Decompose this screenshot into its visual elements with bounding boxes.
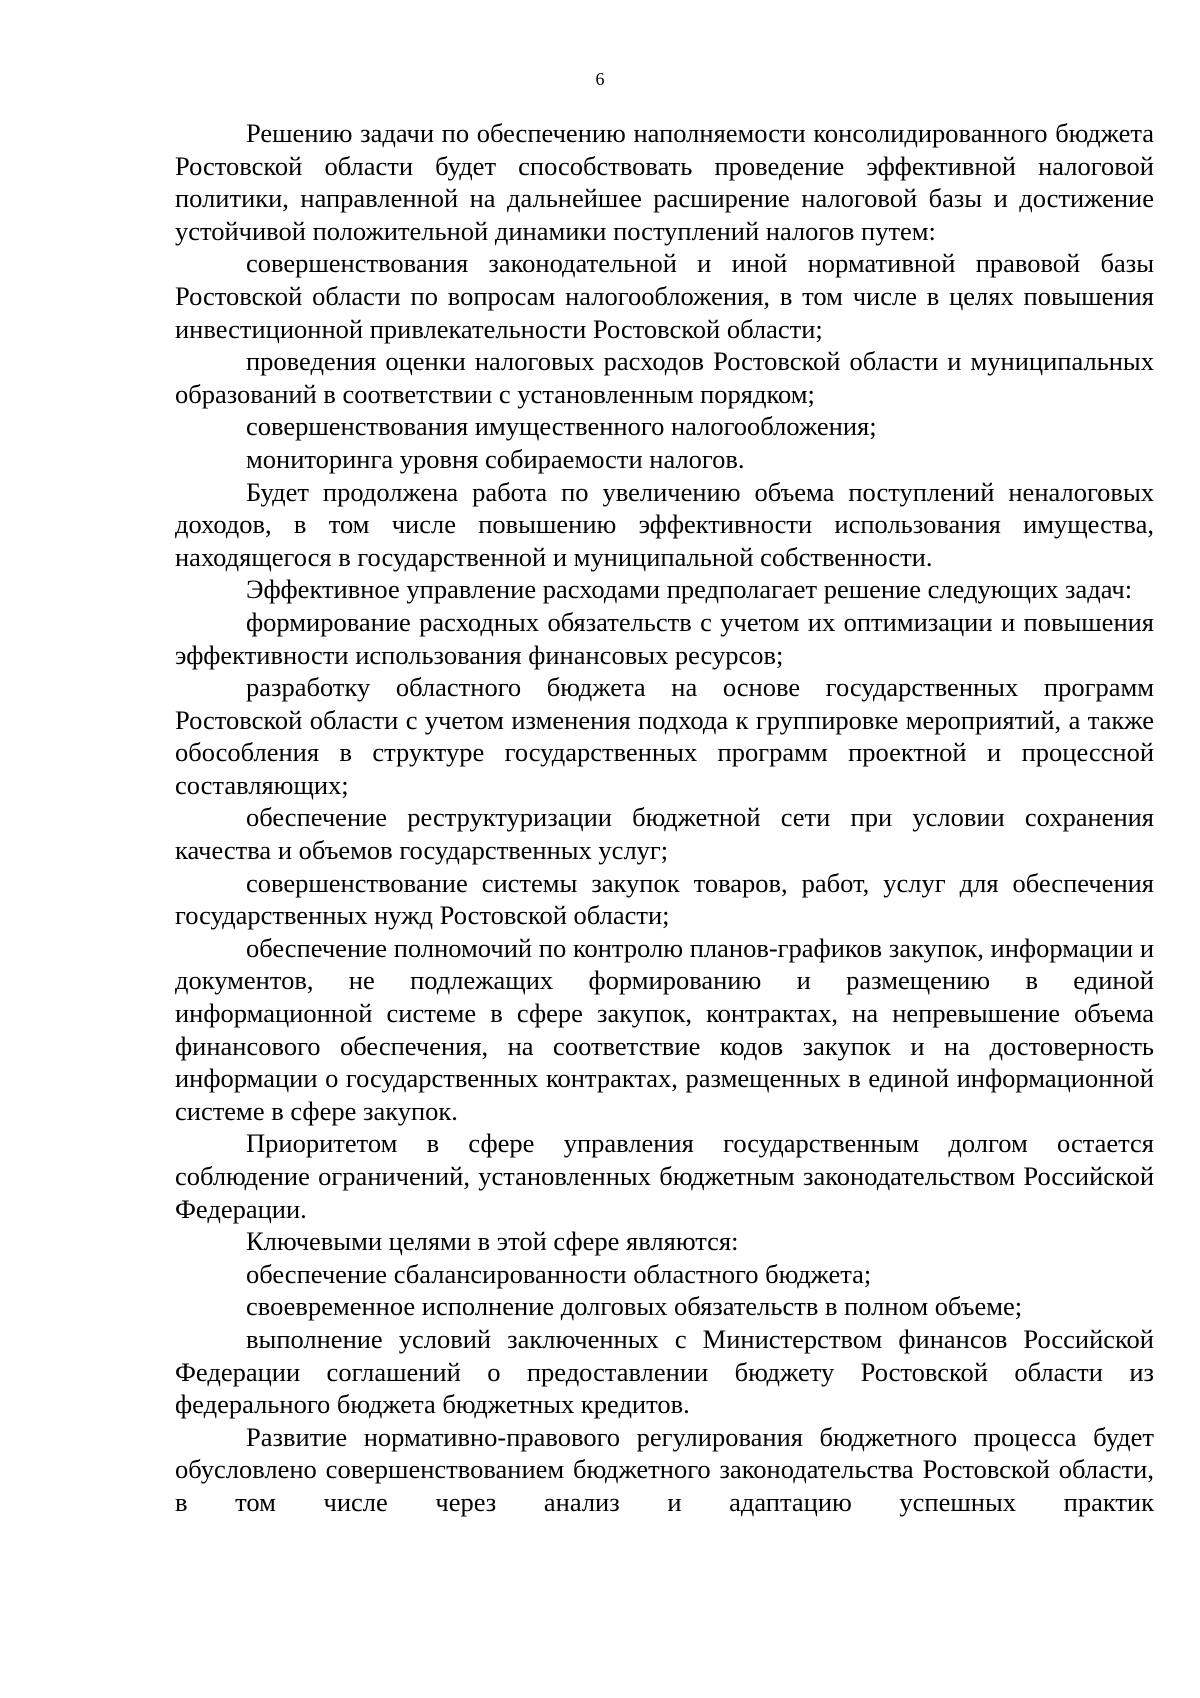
page-number: 6 [595, 69, 605, 89]
paragraph-tax-monitoring: мониторинга уровня собираемости налогов. [246, 443, 745, 474]
paragraph-debt-priority: Приоритетом в сфере управления государственным долгом остается соблюдение ограничений, установленных бюджетным законодательством Российской Федерации. [175, 1128, 1154, 1224]
paragraph-tax-expenditures: проведения оценки налоговых расходов Ростовской области и муниципальных образований в соответствии с установленным порядком; [175, 346, 1154, 409]
paragraph-obligations: формирование расходных обязательств с учетом их оптимизации и повышения эффективности использования финансовых ресурсов; [175, 606, 1154, 670]
paragraph-tax-policy: Решению задачи по обеспечению наполняемости консолидированного бюджета Ростовской области будет способствовать проведение эффективной налоговой политики, направленной на дальнейшее расширение налоговой базы и достижение устойчивой положительной динамики поступлений налогов путем: [175, 118, 1154, 246]
paragraph-state-programs: разработку областного бюджета на основе государственных программ Ростовской области с учетом изменения подхода к группировке мероприятий, а также обособления в структуре государственных программ проектной и процессной составляющих; [175, 672, 1154, 800]
paragraph-legislation: совершенствования законодательной и иной нормативной правовой базы Ростовской области по вопросам налогообложения, в том числе в целях повышения инвестиционной привлекательности Ростовской области; [175, 248, 1154, 344]
document-body [175, 117, 1154, 1519]
paragraph-non-tax-revenue: Будет продолжена работа по увеличению объема поступлений неналоговых доходов, в том числе повышению эффективности использования имущества, находящегося в государственной и муниципальной собственности. [175, 476, 1154, 572]
paragraph-procurement-control: обеспечение полномочий по контролю планов-графиков закупок, информации и документов, не подлежащих формированию и размещению в единой информационной системе в сфере закупок, контрактах, на непревышение объема финансового обеспечения, на соответствие кодов закупок и на достоверность информации о государственных контрактах, размещенных в единой информационной системе в сфере закупок. [175, 932, 1154, 1126]
paragraph-procurement: совершенствование системы закупок товаров, работ, услуг для обеспечения государственных нужд Ростовской области; [175, 867, 1154, 931]
paragraph-federal-credits: выполнение условий заключенных с Министерством финансов Российской Федерации соглашений о предоставлении бюджету Ростовской области из федерального бюджета бюджетных кредитов. [175, 1323, 1154, 1420]
paragraph-expense-management: Эффективное управление расходами предполагает решение следующих задач: [246, 574, 1133, 605]
paragraph-key-goals: Ключевыми целями в этой сфере являются: [246, 1226, 739, 1257]
paragraph-budget-regulation: Развитие нормативно-правового регулирования бюджетного процесса будет обусловлено совершенствованием бюджетного законодательства Ростовской области, в том числе через анализ и адаптацию успешных практик [175, 1421, 1154, 1517]
paragraph-debt-obligations: своевременное исполнение долговых обязательств в полном объеме; [246, 1291, 1023, 1322]
paragraph-property-tax: совершенствования имущественного налогообложения; [246, 411, 877, 442]
paragraph-restructuring: обеспечение реструктуризации бюджетной сети при условии сохранения качества и объемов государственных услуг; [175, 802, 1154, 866]
paragraph-budget-balance: обеспечение сбалансированности областного бюджета; [246, 1258, 872, 1289]
